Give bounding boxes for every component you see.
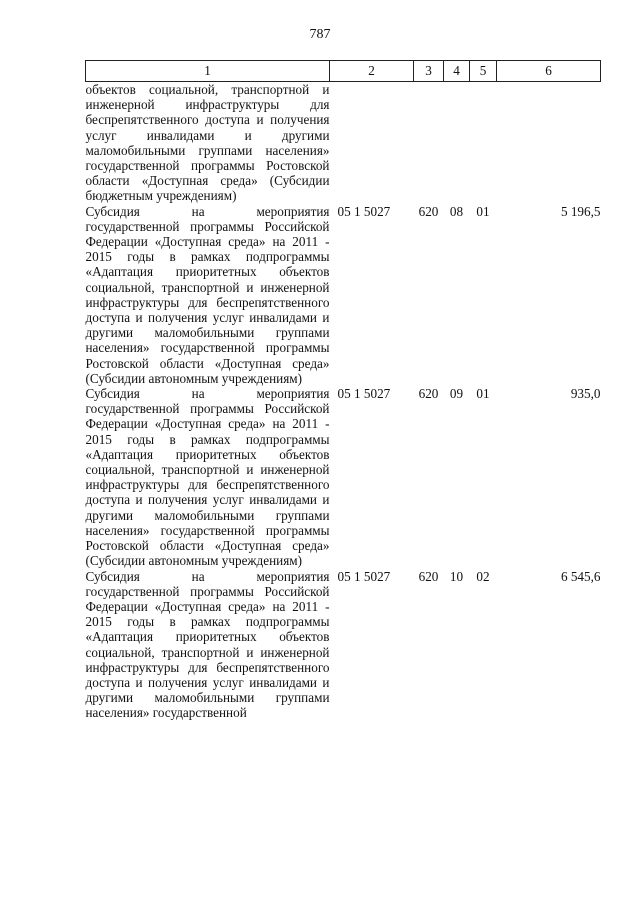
row-amount: 6 545,6 <box>560 568 601 584</box>
row-expense-type: 620 <box>418 386 439 402</box>
row-description: Субсидия на мероприятия государственной программы Российской Федерации «Доступная среда» на 2011 - 2015 годы в рамках подпрограммы «Адаптация приоритетных объектов социальной, транспортной и инженерной инфраструктуры для беспрепятственного доступа и получения услуг инвалидами и другими маломобильными группами населения» государственной программы Ростовской области «Доступная среда» (Субсидии автономным учреждениям) <box>85 203 330 386</box>
column-header-6: 6 <box>497 61 601 82</box>
column-header-3: 3 <box>414 61 444 82</box>
table-row <box>86 204 601 386</box>
row-subsection: 01 <box>476 203 490 219</box>
row-section: 10 <box>449 568 464 584</box>
row-target-code: 05 1 5027 <box>337 386 391 402</box>
row-section: 08 <box>449 203 464 219</box>
row-amount <box>497 82 601 204</box>
row-subsection: 01 <box>476 386 490 402</box>
table-row <box>86 386 601 568</box>
row-section: 09 <box>449 386 464 402</box>
row-subsection: 02 <box>476 568 490 584</box>
row-subsection <box>470 82 497 204</box>
column-header-2: 2 <box>330 61 414 82</box>
row-target-code: 05 1 5027 <box>337 203 391 219</box>
row-amount: 935,0 <box>570 386 601 402</box>
budget-table <box>85 60 601 721</box>
row-description: объектов социальной, транспортной и инженерной инфраструктуры для беспрепятственного доступа и получения услуг инвалидами и другими маломобильными группами населения» государственной программы Ростовской области «Доступная среда» (Субсидии бюджетным учреждениям) <box>85 82 330 204</box>
row-expense-type <box>414 82 444 204</box>
table-header-row <box>86 61 601 82</box>
column-header-5: 5 <box>470 61 497 82</box>
row-section <box>444 82 470 204</box>
row-description: Субсидия на мероприятия государственной программы Российской Федерации «Доступная среда» на 2011 - 2015 годы в рамках подпрограммы «Адаптация приоритетных объектов социальной, транспортной и инженерной инфраструктуры для беспрепятственного доступа и получения услуг инвалидами и другими маломобильными группами населения» государственной <box>85 568 330 721</box>
row-amount: 5 196,5 <box>560 203 601 219</box>
row-description: Субсидия на мероприятия государственной программы Российской Федерации «Доступная среда» на 2011 - 2015 годы в рамках подпрограммы «Адаптация приоритетных объектов социальной, транспортной и инженерной инфраструктуры для беспрепятственного доступа и получения услуг инвалидами и другими маломобильными группами населения» государственной программы Ростовской области «Доступная среда» (Субсидии автономным учреждениям) <box>85 386 330 569</box>
table-row <box>86 569 601 721</box>
column-header-1: 1 <box>86 61 330 82</box>
row-expense-type: 620 <box>418 203 439 219</box>
table-row <box>86 82 601 204</box>
row-target-code: 05 1 5027 <box>337 568 391 584</box>
row-target-code <box>330 82 414 204</box>
page-number: 787 <box>309 27 331 42</box>
column-header-4: 4 <box>444 61 470 82</box>
row-expense-type: 620 <box>418 568 439 584</box>
